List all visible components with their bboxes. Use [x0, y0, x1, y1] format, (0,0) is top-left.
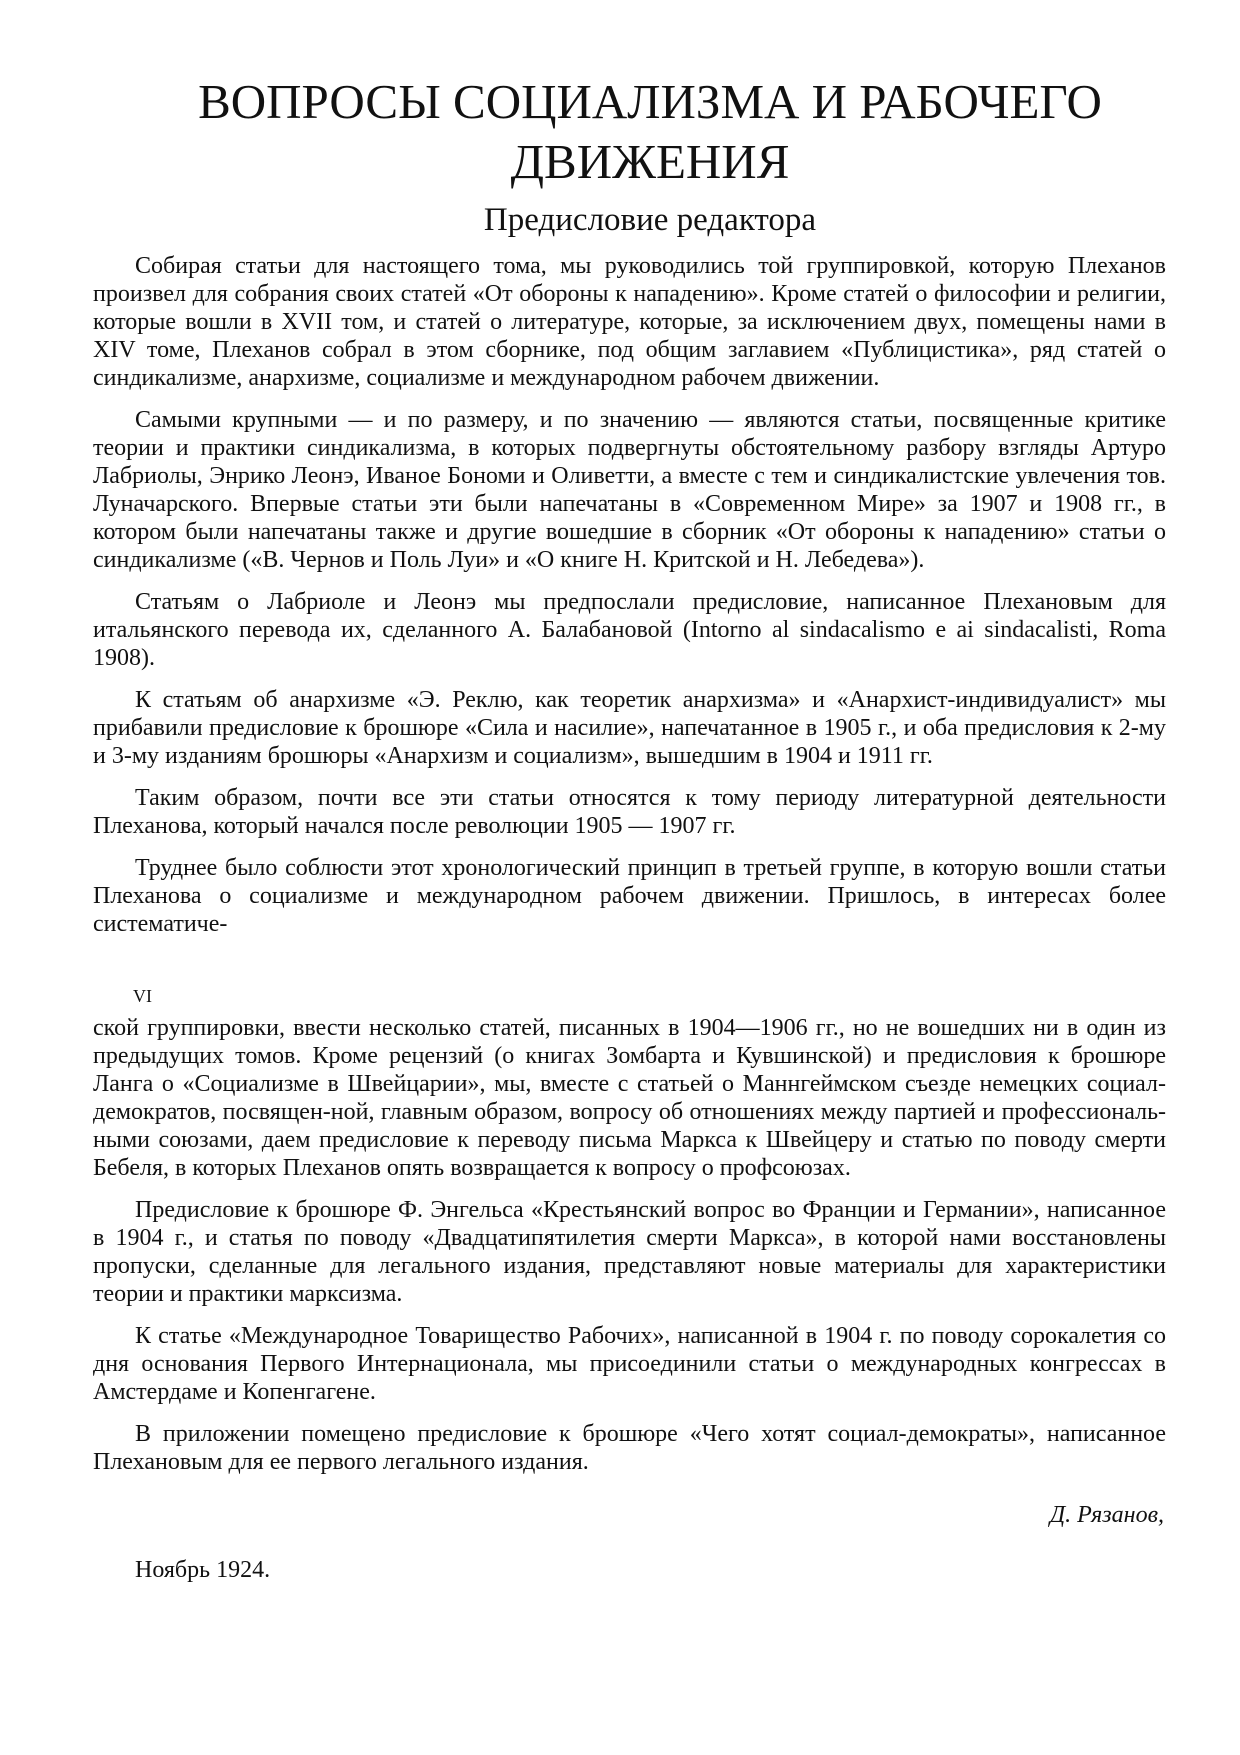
author-signature: Д. Рязанов,: [1049, 1502, 1164, 1528]
paragraph: К статьям об анархизме «Э. Реклю, как теоретик анархизма» и «Анархист-индивидуалист» мы прибавили предисловие к брошюре «Сила и насилие», напечатанное в 1905 г., и оба предисловия к 2-му и 3-му изданиям брошюры «Анархизм и социализм», вышедшим в 1904 и 1911 гг.: [93, 687, 1166, 769]
paragraph: Самыми крупными — и по размеру, и по значению — являются статьи, посвященные критике теории и практики синдикализма, в которых подвергнуты обстоятельному разбору взгляды Артуро Лабриолы, Энрико Леонэ, Иваное Бономи и Оливетти, а вместе с тем и синдикалистские увлечения тов. Луначарского. Впервые статьи эти были напечатаны в «Современном Мире» за 1907 и 1908 гг., в котором были напечатаны также и другие вошедшие в сборник «От обороны к нападению» статьи о синдикализме («В. Чернов и Поль Луи» и «О книге Н. Критской и Н. Лебедева»).: [93, 407, 1166, 573]
text-block-after-break: [93, 1014, 1166, 1476]
document-date: Ноябрь 1924.: [135, 1557, 271, 1583]
document-title: [150, 72, 1150, 192]
document-subtitle: Предисловие редактора: [483, 202, 817, 238]
paragraph: ской группировки, ввести несколько статей, писанных в 1904—1906 гг., но не вошедших ни в один из предыдущих томов. Кроме рецензий (о книгах Зомбарта и Кувшинской) и предисловия к брошюре Ланга о «Социализме в Швейцарии», мы, вместе с статьей о Маннгеймском съезде немецких социал-демократов, посвящен-ной, главным образом, вопросу об отношениях между партией и профессиональ-ными союзами, даем предисловие к переводу письма Маркса к Швейцеру и статью по поводу смерти Бебеля, в которых Плеханов опять возвращается к вопросу о профсоюзах.: [93, 1015, 1166, 1181]
paragraph: Собирая статьи для настоящего тома, мы руководились той группировкой, которую Плеханов произвел для собрания своих статей «От обороны к нападению». Кроме статей о философии и религии, которые вошли в XVII том, и статей о литературе, которые, за исключением двух, помещены нами в XIV томе, Плеханов собрал в этом сборнике, под общим заглавием «Публицистика», ряд статей о синдикализме, анархизме, социализме и международном рабочем движении.: [93, 253, 1166, 391]
page-number: VI: [133, 986, 152, 1006]
paragraph: К статье «Международное Товарищество Рабочих», написанной в 1904 г. по поводу сорокалетия со дня основания Первого Интернационала, мы присоединили статьи о международных конгрессах в Амстердаме и Копенгагене.: [93, 1323, 1166, 1405]
paragraph: Труднее было соблюсти этот хронологический принцип в третьей группе, в которую вошли статьи Плеханова о социализме и международном рабочем движении. Пришлось, в интересах более систематиче-: [93, 855, 1166, 937]
title-line-1: ВОПРОСЫ СОЦИАЛИЗМА И РАБОЧЕГО: [198, 74, 1102, 129]
text-block-before-break: [93, 252, 1166, 938]
paragraph: Предисловие к брошюре Ф. Энгельса «Крестьянский вопрос во Франции и Германии», написанное в 1904 г., и статья по поводу «Двадцатипятилетия смерти Маркса», в которой нами восстановлены пропуски, сделанные для легального издания, представляют новые материалы для характеристики теории и практики марксизма.: [93, 1197, 1166, 1307]
title-line-2: ДВИЖЕНИЯ: [510, 134, 790, 189]
paragraph: В приложении помещено предисловие к брошюре «Чего хотят социал-демократы», написанное Плехановым для ее первого легального издания.: [93, 1421, 1166, 1475]
paragraph: Статьям о Лабриоле и Леонэ мы предпослали предисловие, написанное Плехановым для итальянского перевода их, сделанного А. Балабановой (Intorno al sindacalismo e ai sindacalisti, Roma 1908).: [93, 589, 1166, 671]
paragraph: Таким образом, почти все эти статьи относятся к тому периоду литературной деятельности Плеханова, который начался после революции 1905 — 1907 гг.: [93, 785, 1166, 839]
